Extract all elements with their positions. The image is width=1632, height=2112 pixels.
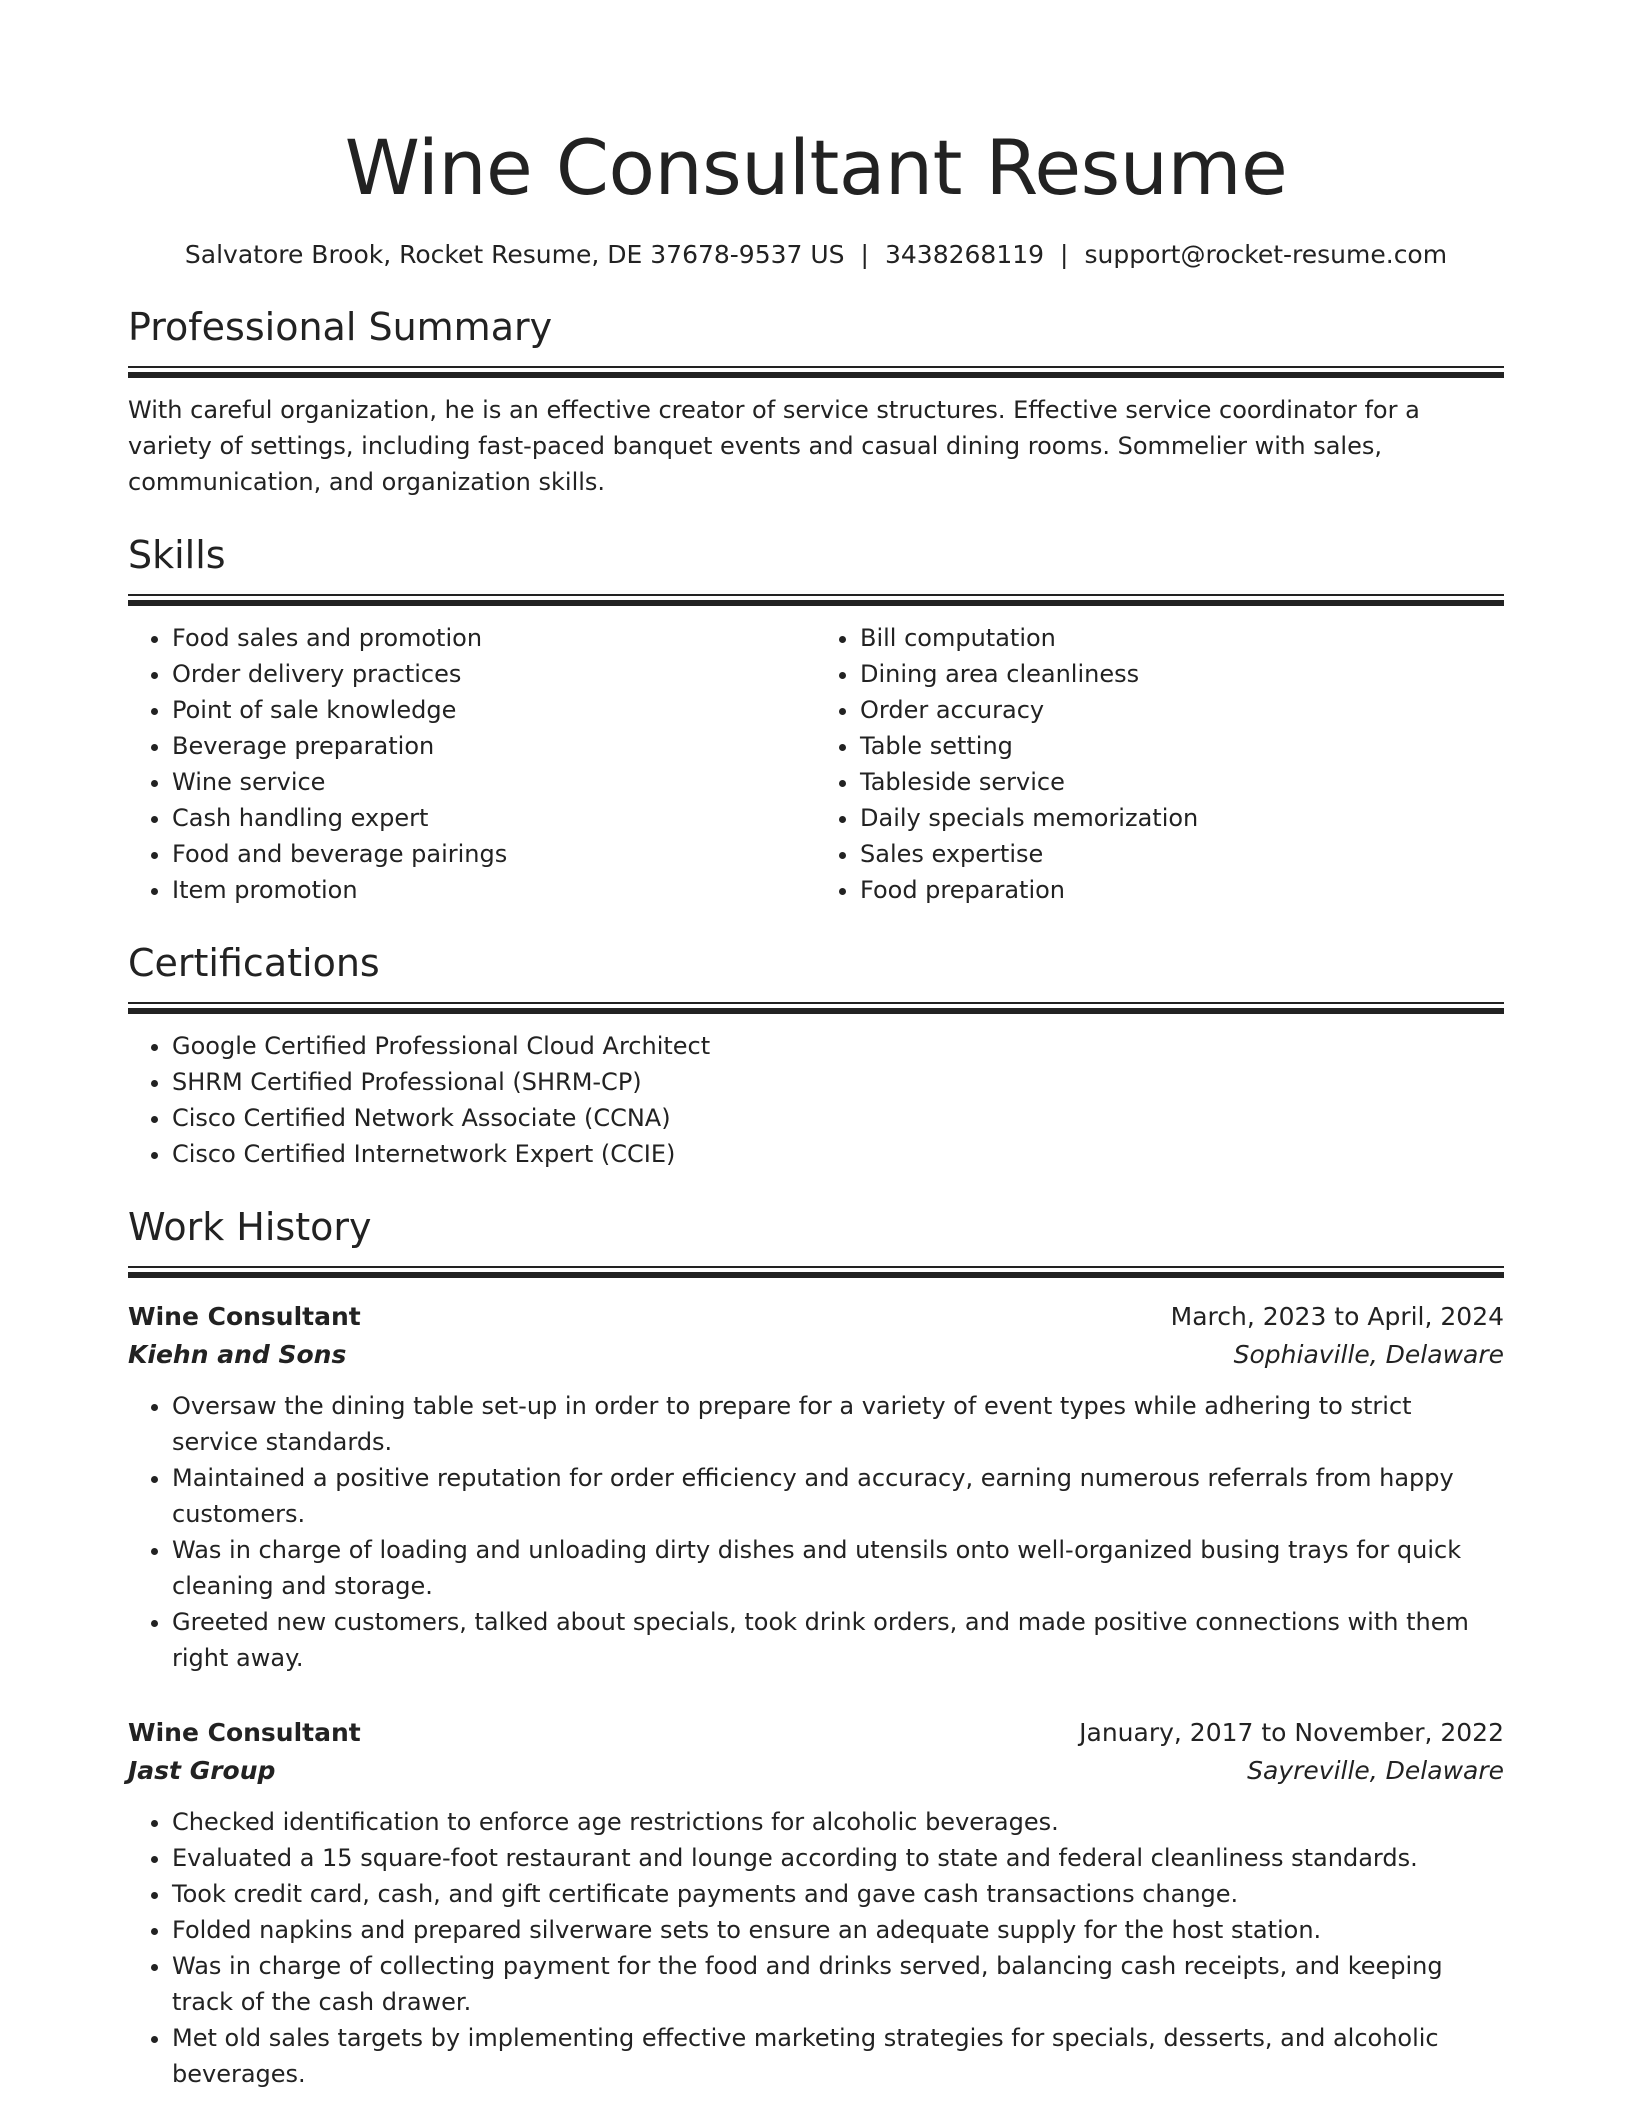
skill-item: • Order accuracy — [860, 692, 1504, 728]
contact-separator: | — [860, 240, 869, 269]
work-history-section — [128, 1202, 1504, 2092]
section-heading-certifications: Certifications — [128, 941, 380, 985]
certifications-list — [128, 1028, 1504, 1172]
skill-item: • Tableside service — [860, 764, 1504, 800]
skill-item: • Table setting — [860, 728, 1504, 764]
skill-item: • Dining area cleanliness — [860, 656, 1504, 692]
skill-item: • Wine service — [172, 764, 816, 800]
job-bullet: • Greeted new customers, talked about specials, took drink orders, and made positive connections with them right away. — [172, 1604, 1504, 1676]
summary-text: With careful organization, he is an effective creator of service structures. Effective service coordinator for a variety of settings, including fast-paced banquet events and casual dining rooms. Sommelier with sales, communication, and organization skills. — [128, 396, 1420, 496]
job-bullet: • Folded napkins and prepared silverware sets to ensure an adequate supply for the host station. — [172, 1912, 1504, 1948]
summary-section — [128, 302, 1504, 500]
job-title: Wine Consultant — [128, 1718, 361, 1747]
job-dates: January, 2017 to November, 2022 — [1079, 1718, 1504, 1747]
skill-item: • Beverage preparation — [172, 728, 816, 764]
job-dates: March, 2023 to April, 2024 — [1170, 1302, 1504, 1331]
job-bullet: • Met old sales targets by implementing effective marketing strategies for specials, desserts, and alcoholic beverages. — [172, 2020, 1504, 2092]
section-heading-skills: Skills — [128, 533, 226, 577]
job-company: Jast Group — [128, 1756, 276, 1785]
certification-item: • SHRM Certified Professional (SHRM-CP) — [172, 1064, 1504, 1100]
section-heading-work-history: Work History — [128, 1205, 372, 1249]
skills-columns — [128, 620, 1504, 908]
job-bullet: • Maintained a positive reputation for order efficiency and accuracy, earning numerous referrals from happy customers. — [172, 1460, 1504, 1532]
job-title: Wine Consultant — [128, 1302, 361, 1331]
certifications-section — [128, 938, 1504, 1172]
skill-item: • Point of sale knowledge — [172, 692, 816, 728]
page-title: Wine Consultant Resume — [344, 123, 1288, 212]
skill-item: • Sales expertise — [860, 836, 1504, 872]
job-bullet: • Took credit card, cash, and gift certificate payments and gave cash transactions change. — [172, 1876, 1504, 1912]
section-divider — [128, 594, 1504, 606]
skill-item: • Food and beverage pairings — [172, 836, 816, 872]
job-bullet: • Evaluated a 15 square-foot restaurant and lounge according to state and federal cleanliness standards. — [172, 1840, 1504, 1876]
certification-item: • Cisco Certified Network Associate (CCNA) — [172, 1100, 1504, 1136]
contact-email: support@rocket-resume.com — [1084, 240, 1448, 269]
job-company: Kiehn and Sons — [128, 1340, 347, 1369]
skill-item: • Food sales and promotion — [172, 620, 816, 656]
job-location: Sayreville, Delaware — [1247, 1756, 1504, 1785]
certification-item: • Cisco Certified Internetwork Expert (CCIE) — [172, 1136, 1504, 1172]
section-heading-summary: Professional Summary — [128, 305, 553, 349]
section-divider — [128, 366, 1504, 378]
job-bullet: • Oversaw the dining table set-up in order to prepare for a variety of event types while adhering to strict service standards. — [172, 1388, 1504, 1460]
job-entry — [128, 1714, 1504, 2092]
skill-item: • Cash handling expert — [172, 800, 816, 836]
skill-item: • Order delivery practices — [172, 656, 816, 692]
job-bullet: • Was in charge of loading and unloading dirty dishes and utensils onto well-organized busing trays for quick cleaning and storage. — [172, 1532, 1504, 1604]
job-bullets — [128, 1388, 1504, 1676]
section-divider — [128, 1002, 1504, 1014]
contact-separator: | — [1060, 240, 1069, 269]
skill-item: • Food preparation — [860, 872, 1504, 908]
job-location: Sophiaville, Delaware — [1233, 1340, 1504, 1369]
job-bullet: • Checked identification to enforce age restrictions for alcoholic beverages. — [172, 1804, 1504, 1840]
skill-item: • Bill computation — [860, 620, 1504, 656]
job-entry — [128, 1298, 1504, 1676]
skills-section — [128, 530, 1504, 908]
skills-list-left — [128, 620, 816, 908]
certification-item: • Google Certified Professional Cloud Architect — [172, 1028, 1504, 1064]
skills-list-right — [816, 620, 1504, 908]
skill-item: • Daily specials memorization — [860, 800, 1504, 836]
contact-address: Salvatore Brook, Rocket Resume, DE 37678-9537 US — [184, 240, 845, 269]
contact-phone: 3438268119 — [884, 240, 1045, 269]
job-bullets — [128, 1804, 1504, 2092]
job-bullet: • Was in charge of collecting payment for the food and drinks served, balancing cash receipts, and keeping track of the cash drawer. — [172, 1948, 1504, 2020]
section-divider — [128, 1266, 1504, 1278]
contact-line — [128, 238, 1504, 272]
skill-item: • Item promotion — [172, 872, 816, 908]
